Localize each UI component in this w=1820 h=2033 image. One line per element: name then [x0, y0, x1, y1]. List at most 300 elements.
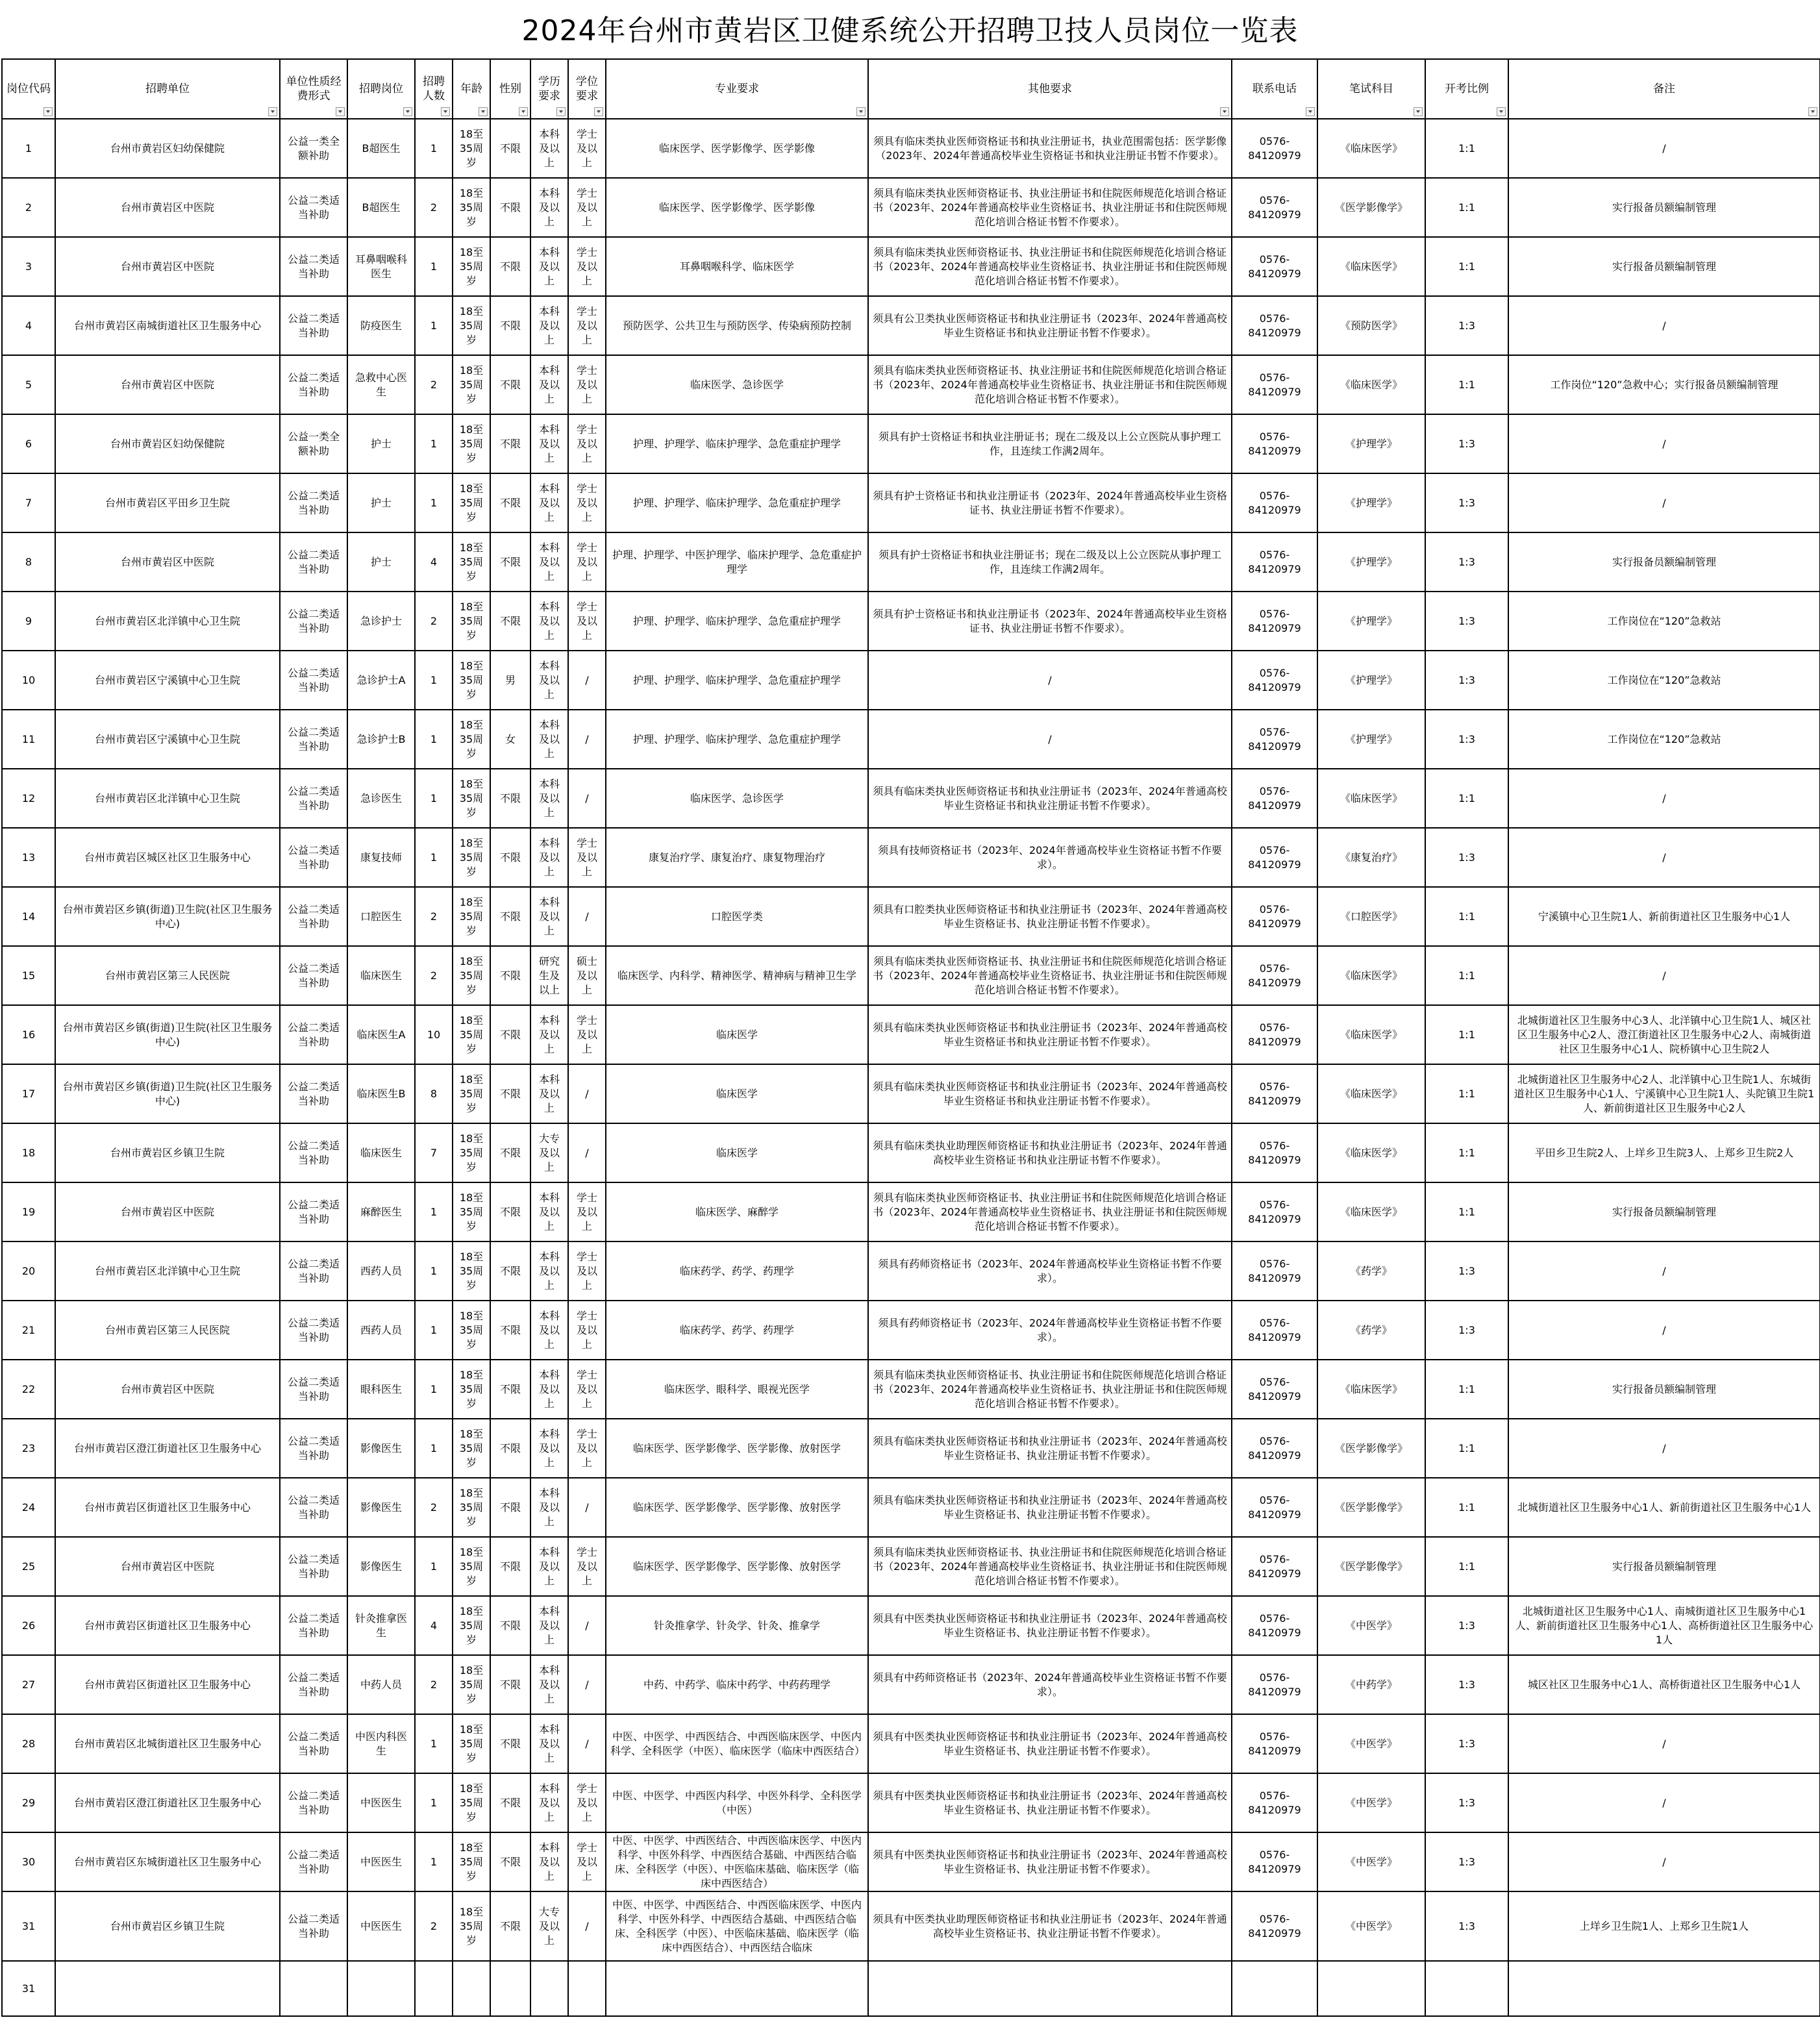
table-cell[interactable]: 18至35周岁	[453, 1360, 490, 1419]
table-cell[interactable]: 18至35周岁	[453, 887, 490, 946]
table-cell[interactable]: 0576-84120979	[1232, 592, 1317, 651]
table-cell[interactable]: 台州市黄岩区平田乡卫生院	[55, 473, 280, 532]
table-cell[interactable]	[1425, 1961, 1508, 2016]
table-cell[interactable]: 不限	[490, 887, 530, 946]
table-cell[interactable]	[868, 1961, 1232, 2016]
table-cell[interactable]: 本科及以上	[530, 769, 568, 828]
table-cell[interactable]: 28	[2, 1714, 55, 1773]
table-cell[interactable]: 本科及以上	[530, 710, 568, 769]
table-cell[interactable]: 1	[415, 769, 453, 828]
table-cell[interactable]: 18至35周岁	[453, 1537, 490, 1596]
table-cell[interactable]: 大专及以上	[530, 1123, 568, 1182]
table-cell[interactable]: 0576-84120979	[1232, 1419, 1317, 1478]
table-cell[interactable]: 25	[2, 1537, 55, 1596]
table-cell[interactable]: /	[568, 887, 606, 946]
table-cell[interactable]: 1:1	[1425, 355, 1508, 414]
table-cell[interactable]: 23	[2, 1419, 55, 1478]
table-cell[interactable]: 平田乡卫生院2人、上垟乡卫生院3人、上郑乡卫生院2人	[1508, 1123, 1820, 1182]
table-cell[interactable]: 须具有技师资格证书（2023年、2024年普通高校毕业生资格证书暂不作要求）。	[868, 828, 1232, 887]
table-cell[interactable]: 19	[2, 1182, 55, 1241]
table-cell[interactable]: 眼科医生	[347, 1360, 415, 1419]
table-cell[interactable]: 台州市黄岩区城区社区卫生服务中心	[55, 828, 280, 887]
table-cell[interactable]: 1:3	[1425, 473, 1508, 532]
table-cell[interactable]: 0576-84120979	[1232, 1773, 1317, 1832]
table-cell[interactable]: 中药、中药学、临床中药学、中药药理学	[606, 1655, 868, 1714]
table-cell[interactable]: /	[1508, 946, 1820, 1005]
table-cell[interactable]: /	[868, 710, 1232, 769]
table-cell[interactable]: 本科及以上	[530, 178, 568, 237]
table-cell[interactable]: 1:3	[1425, 1241, 1508, 1301]
table-cell[interactable]: 公益二类适当补助	[280, 1241, 347, 1301]
table-cell[interactable]: 须具有药师资格证书（2023年、2024年普通高校毕业生资格证书暂不作要求）。	[868, 1301, 1232, 1360]
table-cell[interactable]: 公益二类适当补助	[280, 296, 347, 355]
table-cell[interactable]: 急诊护士A	[347, 651, 415, 710]
table-cell[interactable]: 本科及以上	[530, 473, 568, 532]
table-cell[interactable]: /	[568, 651, 606, 710]
table-cell[interactable]: 《中医学》	[1317, 1714, 1425, 1773]
table-cell[interactable]: 上垟乡卫生院1人、上郑乡卫生院1人	[1508, 1891, 1820, 1961]
table-cell[interactable]: 公益二类适当补助	[280, 1301, 347, 1360]
table-cell[interactable]: 公益二类适当补助	[280, 710, 347, 769]
table-cell[interactable]: 0576-84120979	[1232, 1832, 1317, 1891]
table-cell[interactable]: 公益二类适当补助	[280, 769, 347, 828]
table-cell[interactable]: 北城街道社区卫生服务中心3人、北洋镇中心卫生院1人、城区社区卫生服务中心2人、澄江街道社区卫生服务中心2人、南城街道社区卫生服务中心1人、院桥镇中心卫生院2人	[1508, 1005, 1820, 1064]
table-cell[interactable]: 1	[415, 1301, 453, 1360]
table-cell[interactable]: /	[568, 710, 606, 769]
table-cell[interactable]: 《中医学》	[1317, 1891, 1425, 1961]
table-cell[interactable]: 18至35周岁	[453, 946, 490, 1005]
table-cell[interactable]: 公益二类适当补助	[280, 828, 347, 887]
table-cell[interactable]: 学士及以上	[568, 1182, 606, 1241]
table-cell[interactable]: 1:1	[1425, 1064, 1508, 1123]
table-cell[interactable]	[606, 1961, 868, 2016]
table-cell[interactable]: 1:1	[1425, 119, 1508, 178]
table-cell[interactable]: 《药学》	[1317, 1301, 1425, 1360]
table-cell[interactable]: /	[1508, 1773, 1820, 1832]
table-cell[interactable]: 实行报备员额编制管理	[1508, 1537, 1820, 1596]
table-cell[interactable]	[453, 1961, 490, 2016]
table-cell[interactable]: 18至35周岁	[453, 414, 490, 473]
table-cell[interactable]: 1:1	[1425, 1537, 1508, 1596]
table-cell[interactable]: 实行报备员额编制管理	[1508, 1182, 1820, 1241]
table-cell[interactable]: 公益二类适当补助	[280, 1005, 347, 1064]
table-cell[interactable]: 1:3	[1425, 828, 1508, 887]
table-cell[interactable]: 不限	[490, 355, 530, 414]
table-cell[interactable]: 护理、护理学、临床护理学、急危重症护理学	[606, 592, 868, 651]
table-cell[interactable]: 实行报备员额编制管理	[1508, 178, 1820, 237]
table-cell[interactable]: /	[1508, 414, 1820, 473]
table-cell[interactable]: 0576-84120979	[1232, 1182, 1317, 1241]
table-cell[interactable]: 《口腔医学》	[1317, 887, 1425, 946]
table-cell[interactable]: 《中医学》	[1317, 1832, 1425, 1891]
table-cell[interactable]: 4	[2, 296, 55, 355]
table-cell[interactable]: 不限	[490, 1891, 530, 1961]
table-cell[interactable]: 18至35周岁	[453, 473, 490, 532]
table-cell[interactable]: 临床医学	[606, 1005, 868, 1064]
table-cell[interactable]: 《护理学》	[1317, 532, 1425, 592]
table-cell[interactable]: 14	[2, 887, 55, 946]
table-cell[interactable]: 1:3	[1425, 710, 1508, 769]
table-cell[interactable]: 工作岗位“120”急救中心；实行报备员额编制管理	[1508, 355, 1820, 414]
table-cell[interactable]: 口腔医学类	[606, 887, 868, 946]
filter-dropdown-icon[interactable]	[336, 107, 345, 116]
table-cell[interactable]: 中医医生	[347, 1832, 415, 1891]
table-cell[interactable]: 台州市黄岩区中医院	[55, 1360, 280, 1419]
table-cell[interactable]: 临床医学、麻醉学	[606, 1182, 868, 1241]
table-cell[interactable]	[347, 1961, 415, 2016]
table-cell[interactable]: 中药人员	[347, 1655, 415, 1714]
table-cell[interactable]: 21	[2, 1301, 55, 1360]
table-cell[interactable]: 《临床医学》	[1317, 237, 1425, 296]
table-cell[interactable]: 1	[415, 473, 453, 532]
table-cell[interactable]: 临床药学、药学、药理学	[606, 1301, 868, 1360]
table-cell[interactable]: 北城街道社区卫生服务中心1人、新前街道社区卫生服务中心1人	[1508, 1478, 1820, 1537]
table-cell[interactable]: 台州市黄岩区北城街道社区卫生服务中心	[55, 1714, 280, 1773]
table-cell[interactable]: 本科及以上	[530, 1773, 568, 1832]
table-cell[interactable]: 台州市黄岩区妇幼保健院	[55, 414, 280, 473]
table-cell[interactable]: 学士及以上	[568, 532, 606, 592]
table-cell[interactable]: 18至35周岁	[453, 1891, 490, 1961]
table-cell[interactable]: 1	[415, 1182, 453, 1241]
table-cell[interactable]: 台州市黄岩区街道社区卫生服务中心	[55, 1596, 280, 1655]
table-cell[interactable]: 0576-84120979	[1232, 1478, 1317, 1537]
table-cell[interactable]: 18至35周岁	[453, 1714, 490, 1773]
table-cell[interactable]: 急诊护士B	[347, 710, 415, 769]
table-cell[interactable]: 本科及以上	[530, 296, 568, 355]
table-cell[interactable]: 临床医学、急诊医学	[606, 355, 868, 414]
table-cell[interactable]: 不限	[490, 1773, 530, 1832]
table-cell[interactable]: 1	[415, 828, 453, 887]
table-cell[interactable]: 不限	[490, 178, 530, 237]
table-cell[interactable]: 不限	[490, 119, 530, 178]
table-cell[interactable]: 中医内科医生	[347, 1714, 415, 1773]
table-cell[interactable]: 硕士及以上	[568, 946, 606, 1005]
table-cell[interactable]: 须具有中医类执业助理医师资格证书和执业注册证书（2023年、2024年普通高校毕业生资格证书、执业注册证书暂不作要求）。	[868, 1891, 1232, 1961]
table-cell[interactable]: 临床医学、医学影像学、医学影像	[606, 178, 868, 237]
table-cell[interactable]: 临床医学、医学影像学、医学影像、放射医学	[606, 1537, 868, 1596]
table-cell[interactable]: 公益二类适当补助	[280, 1596, 347, 1655]
table-cell[interactable]: 学士及以上	[568, 355, 606, 414]
table-cell[interactable]: 《临床医学》	[1317, 769, 1425, 828]
table-cell[interactable]: /	[568, 1123, 606, 1182]
filter-dropdown-icon[interactable]	[556, 107, 566, 116]
table-cell[interactable]: 公益二类适当补助	[280, 592, 347, 651]
table-cell[interactable]: 台州市黄岩区第三人民医院	[55, 1301, 280, 1360]
table-cell[interactable]: 18至35周岁	[453, 1655, 490, 1714]
table-cell[interactable]: 15	[2, 946, 55, 1005]
table-cell[interactable]: 0576-84120979	[1232, 414, 1317, 473]
table-cell[interactable]: 1:1	[1425, 1360, 1508, 1419]
table-cell[interactable]: 中医、中医学、中西医内科学、中医外科学、全科医学（中医）	[606, 1773, 868, 1832]
table-cell[interactable]: 1	[415, 296, 453, 355]
table-cell[interactable]: 不限	[490, 1478, 530, 1537]
table-cell[interactable]: 1:1	[1425, 946, 1508, 1005]
table-cell[interactable]: 18至35周岁	[453, 1773, 490, 1832]
table-cell[interactable]: 康复治疗学、康复治疗、康复物理治疗	[606, 828, 868, 887]
table-cell[interactable]: 中医医生	[347, 1891, 415, 1961]
table-cell[interactable]	[1232, 1961, 1317, 2016]
table-cell[interactable]: 台州市黄岩区北洋镇中心卫生院	[55, 1241, 280, 1301]
table-cell[interactable]: 护理、护理学、临床护理学、急危重症护理学	[606, 473, 868, 532]
table-cell[interactable]: 1	[415, 1773, 453, 1832]
table-cell[interactable]: 18至35周岁	[453, 1301, 490, 1360]
table-cell[interactable]: 《中医学》	[1317, 1773, 1425, 1832]
table-cell[interactable]	[568, 1961, 606, 2016]
table-cell[interactable]: 须具有临床类执业医师资格证书、执业注册证书和住院医师规范化培训合格证书（2023年、2024年普通高校毕业生资格证书、执业注册证书和住院医师规范化培训合格证书暂不作要求）。	[868, 1537, 1232, 1596]
table-cell[interactable]: 本科及以上	[530, 1714, 568, 1773]
table-cell[interactable]: 1	[415, 1537, 453, 1596]
table-cell[interactable]: 0576-84120979	[1232, 1005, 1317, 1064]
table-cell[interactable]: 本科及以上	[530, 1655, 568, 1714]
table-cell[interactable]: 工作岗位在“120”急救站	[1508, 710, 1820, 769]
table-cell[interactable]: 不限	[490, 1419, 530, 1478]
table-cell[interactable]: 1	[415, 1832, 453, 1891]
table-cell[interactable]: 9	[2, 592, 55, 651]
table-cell[interactable]: 1:3	[1425, 1714, 1508, 1773]
table-cell[interactable]: 男	[490, 651, 530, 710]
table-cell[interactable]: 本科及以上	[530, 1478, 568, 1537]
table-cell[interactable]: 公益二类适当补助	[280, 1832, 347, 1891]
table-cell[interactable]: 须具有临床类执业助理医师资格证书和执业注册证书（2023年、2024年普通高校毕业生资格证书和执业注册证书暂不作要求）。	[868, 1123, 1232, 1182]
table-cell[interactable]: /	[1508, 1419, 1820, 1478]
table-cell[interactable]: 1	[415, 237, 453, 296]
table-cell[interactable]: 临床医生	[347, 1123, 415, 1182]
table-cell[interactable]: 台州市黄岩区中医院	[55, 355, 280, 414]
table-cell[interactable]: 预防医学、公共卫生与预防医学、传染病预防控制	[606, 296, 868, 355]
table-cell[interactable]: 学士及以上	[568, 296, 606, 355]
table-cell[interactable]: 18至35周岁	[453, 1832, 490, 1891]
table-cell[interactable]: 临床医学、眼科学、眼视光医学	[606, 1360, 868, 1419]
table-cell[interactable]: 本科及以上	[530, 414, 568, 473]
table-cell[interactable]: 护理、护理学、中医护理学、临床护理学、急危重症护理学	[606, 532, 868, 592]
table-cell[interactable]: 《医学影像学》	[1317, 1419, 1425, 1478]
table-cell[interactable]: 不限	[490, 532, 530, 592]
table-cell[interactable]: 公益一类全额补助	[280, 414, 347, 473]
table-cell[interactable]: 11	[2, 710, 55, 769]
table-cell[interactable]: 临床医学、医学影像学、医学影像	[606, 119, 868, 178]
table-cell[interactable]: 1:3	[1425, 651, 1508, 710]
table-cell[interactable]: 台州市黄岩区北洋镇中心卫生院	[55, 769, 280, 828]
table-cell[interactable]: 4	[415, 532, 453, 592]
table-cell[interactable]: 北城街道社区卫生服务中心2人、北洋镇中心卫生院1人、东城街道社区卫生服务中心1人、宁溪镇中心卫生院1人、头陀镇卫生院1人、新前街道社区卫生服务中心2人	[1508, 1064, 1820, 1123]
table-cell[interactable]: 7	[415, 1123, 453, 1182]
table-cell[interactable]: 本科及以上	[530, 237, 568, 296]
table-cell[interactable]: 公益二类适当补助	[280, 1182, 347, 1241]
table-cell[interactable]: 5	[2, 355, 55, 414]
table-cell[interactable]: 须具有临床类执业医师资格证书、执业注册证书和住院医师规范化培训合格证书（2023年、2024年普通高校毕业生资格证书、执业注册证书和住院医师规范化培训合格证书暂不作要求）。	[868, 1360, 1232, 1419]
table-cell[interactable]	[1317, 1961, 1425, 2016]
table-cell[interactable]: 台州市黄岩区街道社区卫生服务中心	[55, 1478, 280, 1537]
table-cell[interactable]: 本科及以上	[530, 1832, 568, 1891]
table-cell[interactable]: /	[568, 1596, 606, 1655]
table-cell[interactable]: 0576-84120979	[1232, 651, 1317, 710]
table-cell[interactable]: 1:1	[1425, 237, 1508, 296]
table-cell[interactable]: /	[1508, 1301, 1820, 1360]
table-cell[interactable]: 护理、护理学、临床护理学、急危重症护理学	[606, 651, 868, 710]
table-cell[interactable]: 台州市黄岩区南城街道社区卫生服务中心	[55, 296, 280, 355]
table-cell[interactable]: 18至35周岁	[453, 1596, 490, 1655]
table-cell[interactable]: 中医医生	[347, 1773, 415, 1832]
table-cell[interactable]: 0576-84120979	[1232, 1360, 1317, 1419]
table-cell[interactable]: 20	[2, 1241, 55, 1301]
table-cell[interactable]: 须具有临床类执业医师资格证书和执业注册证书（2023年、2024年普通高校毕业生资格证书和执业注册证书暂不作要求）。	[868, 1005, 1232, 1064]
table-cell[interactable]: 0576-84120979	[1232, 473, 1317, 532]
table-cell[interactable]: 0576-84120979	[1232, 355, 1317, 414]
table-cell[interactable]: 1	[415, 414, 453, 473]
table-cell[interactable]: 公益二类适当补助	[280, 1655, 347, 1714]
table-cell[interactable]: 8	[2, 532, 55, 592]
table-cell[interactable]: 台州市黄岩区北洋镇中心卫生院	[55, 592, 280, 651]
table-cell[interactable]: /	[568, 1891, 606, 1961]
table-cell[interactable]	[280, 1961, 347, 2016]
filter-dropdown-icon[interactable]	[479, 107, 488, 116]
table-cell[interactable]: 18至35周岁	[453, 296, 490, 355]
table-cell[interactable]: 不限	[490, 946, 530, 1005]
table-cell[interactable]: 《临床医学》	[1317, 1123, 1425, 1182]
table-cell[interactable]: 宁溪镇中心卫生院1人、新前街道社区卫生服务中心1人	[1508, 887, 1820, 946]
table-cell[interactable]: 《康复治疗》	[1317, 828, 1425, 887]
table-cell[interactable]: 1:1	[1425, 769, 1508, 828]
table-cell[interactable]: 研究生及以上	[530, 946, 568, 1005]
table-cell[interactable]: 护理、护理学、临床护理学、急危重症护理学	[606, 710, 868, 769]
table-cell[interactable]: 2	[415, 1655, 453, 1714]
table-cell[interactable]: 0576-84120979	[1232, 237, 1317, 296]
table-cell[interactable]: 0576-84120979	[1232, 710, 1317, 769]
table-cell[interactable]: 西药人员	[347, 1301, 415, 1360]
filter-dropdown-icon[interactable]	[856, 107, 866, 116]
table-cell[interactable]: 工作岗位在“120”急救站	[1508, 592, 1820, 651]
table-cell[interactable]: 台州市黄岩区妇幼保健院	[55, 119, 280, 178]
table-cell[interactable]: 18至35周岁	[453, 237, 490, 296]
table-cell[interactable]: 大专及以上	[530, 1891, 568, 1961]
table-cell[interactable]: 须具有临床类执业医师资格证书、执业注册证书和住院医师规范化培训合格证书（2023年、2024年普通高校毕业生资格证书、执业注册证书和住院医师规范化培训合格证书暂不作要求）。	[868, 1182, 1232, 1241]
table-cell[interactable]: 1:1	[1425, 1419, 1508, 1478]
table-cell[interactable]: 不限	[490, 1360, 530, 1419]
table-cell[interactable]: 公益二类适当补助	[280, 237, 347, 296]
table-cell[interactable]: 学士及以上	[568, 828, 606, 887]
table-cell[interactable]: 耳鼻咽喉科医生	[347, 237, 415, 296]
table-cell[interactable]: 1	[415, 119, 453, 178]
table-cell[interactable]: 1:1	[1425, 1123, 1508, 1182]
table-cell[interactable]	[530, 1961, 568, 2016]
table-cell[interactable]: 0576-84120979	[1232, 1891, 1317, 1961]
table-cell[interactable]: 18至35周岁	[453, 178, 490, 237]
table-cell[interactable]: 临床医生B	[347, 1064, 415, 1123]
table-cell[interactable]: 不限	[490, 237, 530, 296]
table-cell[interactable]: 本科及以上	[530, 1301, 568, 1360]
table-cell[interactable]: 0576-84120979	[1232, 1064, 1317, 1123]
table-cell[interactable]: 临床医生	[347, 946, 415, 1005]
table-cell[interactable]: 须具有中医类执业医师资格证书和执业注册证书（2023年、2024年普通高校毕业生资格证书、执业注册证书暂不作要求）。	[868, 1714, 1232, 1773]
table-cell[interactable]: 公益二类适当补助	[280, 473, 347, 532]
table-cell[interactable]: 护士	[347, 473, 415, 532]
table-cell[interactable]: 中医、中医学、中西医结合、中西医临床医学、中医内科学、中医外科学、中西医结合基础、中西医结合临床、全科医学（中医）、中医临床基础、临床医学（临床中西医结合）、中西医结合临床	[606, 1891, 868, 1961]
table-cell[interactable]: 10	[2, 651, 55, 710]
filter-dropdown-icon[interactable]	[44, 107, 53, 116]
table-cell[interactable]: 针灸推拿学、针灸学、针灸、推拿学	[606, 1596, 868, 1655]
table-cell[interactable]: 2	[415, 178, 453, 237]
table-cell[interactable]: 18至35周岁	[453, 1419, 490, 1478]
filter-dropdown-icon[interactable]	[268, 107, 277, 116]
table-cell[interactable]: 台州市黄岩区乡镇卫生院	[55, 1891, 280, 1961]
table-cell[interactable]: 护士	[347, 532, 415, 592]
table-cell[interactable]: 30	[2, 1832, 55, 1891]
table-cell[interactable]: 《医学影像学》	[1317, 178, 1425, 237]
table-cell[interactable]: 公益二类适当补助	[280, 1891, 347, 1961]
table-cell[interactable]: 0576-84120979	[1232, 887, 1317, 946]
table-cell[interactable]	[415, 1961, 453, 2016]
table-cell[interactable]: 学士及以上	[568, 1360, 606, 1419]
table-cell[interactable]: /	[568, 1478, 606, 1537]
table-cell[interactable]: 31	[2, 1961, 55, 2016]
table-cell[interactable]: 台州市黄岩区中医院	[55, 237, 280, 296]
table-cell[interactable]: 24	[2, 1478, 55, 1537]
table-cell[interactable]: B超医生	[347, 178, 415, 237]
table-cell[interactable]: 2	[415, 592, 453, 651]
table-cell[interactable]: 公益二类适当补助	[280, 887, 347, 946]
table-cell[interactable]: 台州市黄岩区第三人民医院	[55, 946, 280, 1005]
filter-dropdown-icon[interactable]	[1808, 107, 1817, 116]
table-cell[interactable]: 《临床医学》	[1317, 1182, 1425, 1241]
filter-dropdown-icon[interactable]	[1306, 107, 1315, 116]
table-cell[interactable]: 临床医学	[606, 1123, 868, 1182]
table-cell[interactable]: 学士及以上	[568, 1301, 606, 1360]
table-cell[interactable]: 须具有中医类执业医师资格证书和执业注册证书（2023年、2024年普通高校毕业生资格证书、执业注册证书暂不作要求）。	[868, 1773, 1232, 1832]
table-cell[interactable]: 1:3	[1425, 1773, 1508, 1832]
table-cell[interactable]: 防疫医生	[347, 296, 415, 355]
table-cell[interactable]: 台州市黄岩区街道社区卫生服务中心	[55, 1655, 280, 1714]
table-cell[interactable]: 1	[415, 1360, 453, 1419]
table-cell[interactable]: 护士	[347, 414, 415, 473]
table-cell[interactable]: 13	[2, 828, 55, 887]
table-cell[interactable]: 0576-84120979	[1232, 1596, 1317, 1655]
table-cell[interactable]: 1:1	[1425, 1182, 1508, 1241]
filter-dropdown-icon[interactable]	[1497, 107, 1506, 116]
table-cell[interactable]: 10	[415, 1005, 453, 1064]
table-cell[interactable]: 1	[415, 1241, 453, 1301]
table-cell[interactable]: 须具有临床类执业医师资格证书和执业注册证书（2023年、2024年普通高校毕业生资格证书、执业注册证书暂不作要求）。	[868, 1478, 1232, 1537]
table-cell[interactable]: 3	[2, 237, 55, 296]
table-cell[interactable]: /	[568, 1064, 606, 1123]
table-cell[interactable]: 0576-84120979	[1232, 1123, 1317, 1182]
filter-dropdown-icon[interactable]	[1414, 107, 1423, 116]
table-cell[interactable]: 不限	[490, 1537, 530, 1596]
table-cell[interactable]: 0576-84120979	[1232, 1714, 1317, 1773]
table-cell[interactable]: 学士及以上	[568, 119, 606, 178]
table-cell[interactable]: 口腔医生	[347, 887, 415, 946]
table-cell[interactable]: 不限	[490, 1301, 530, 1360]
table-cell[interactable]: 1:1	[1425, 178, 1508, 237]
table-cell[interactable]: /	[1508, 296, 1820, 355]
table-cell[interactable]: 临床药学、药学、药理学	[606, 1241, 868, 1301]
table-cell[interactable]: 27	[2, 1655, 55, 1714]
table-cell[interactable]: 台州市黄岩区乡镇(街道)卫生院(社区卫生服务中心)	[55, 1064, 280, 1123]
table-cell[interactable]: 12	[2, 769, 55, 828]
table-cell[interactable]: 学士及以上	[568, 473, 606, 532]
table-cell[interactable]: 公益二类适当补助	[280, 1064, 347, 1123]
table-cell[interactable]: 实行报备员额编制管理	[1508, 1360, 1820, 1419]
table-cell[interactable]: 麻醉医生	[347, 1182, 415, 1241]
table-cell[interactable]: 工作岗位在“120”急救站	[1508, 651, 1820, 710]
table-cell[interactable]: 18至35周岁	[453, 1123, 490, 1182]
table-cell[interactable]: 18至35周岁	[453, 532, 490, 592]
table-cell[interactable]: 台州市黄岩区宁溪镇中心卫生院	[55, 710, 280, 769]
table-cell[interactable]: 学士及以上	[568, 237, 606, 296]
table-cell[interactable]: 2	[415, 1478, 453, 1537]
table-cell[interactable]: 学士及以上	[568, 1241, 606, 1301]
table-cell[interactable]: 临床医生A	[347, 1005, 415, 1064]
table-cell[interactable]: 《护理学》	[1317, 710, 1425, 769]
